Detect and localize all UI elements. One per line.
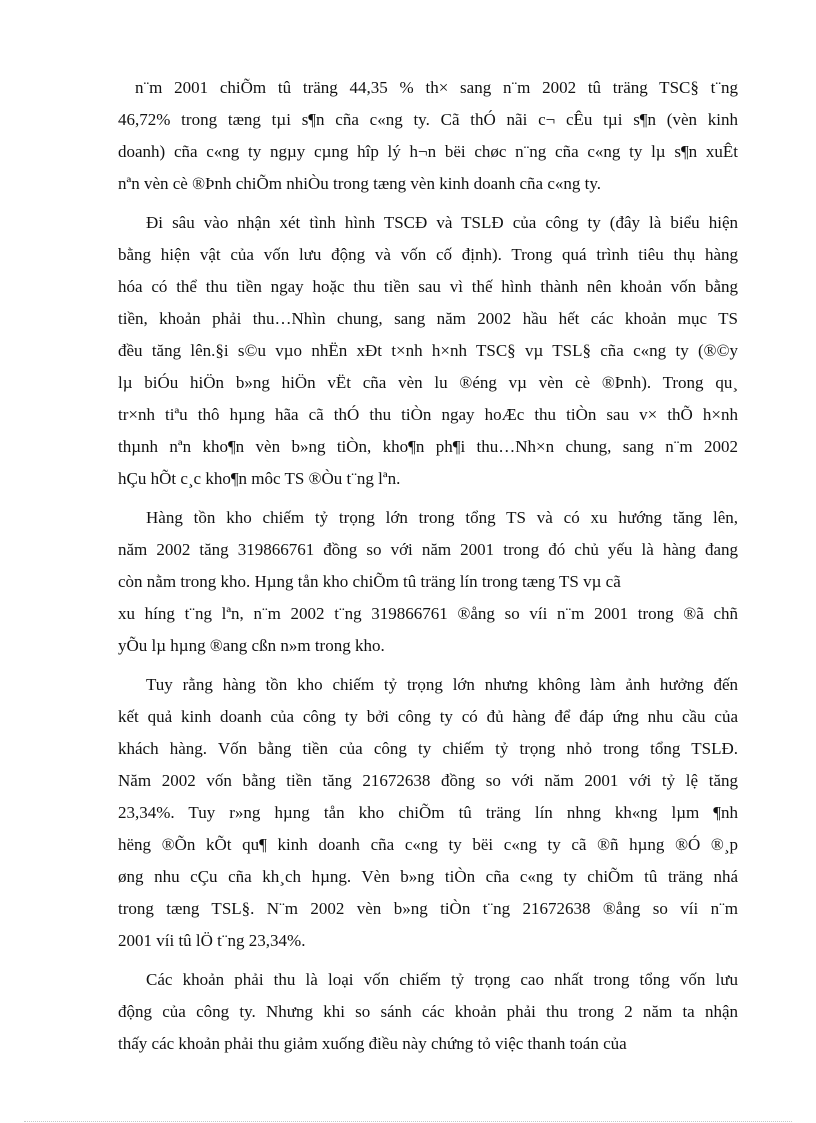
text-line: n¨m 2001 chiÕm tû träng 44,35 % th× sang n¨m 2002 tû träng TSC§ t¨ng [135, 78, 738, 97]
text-line: Tuy rằng hàng tồn kho chiếm tỷ trọng lớn nhưng không làm ảnh hưởng đến [146, 675, 738, 694]
text-line: tr×nh tiªu thô hµng hãa cã thÓ thu tiÒn ngay hoÆc thu tiÒn sau v× thÕ h×nh [118, 405, 738, 424]
text-line: hóa có thể thu tiền ngay hoặc thu tiền sau vì thế hình thành nên khoản vốn bằng [118, 277, 738, 296]
text-line: Hàng tồn kho chiếm tỷ trọng lớn trong tổng TS và có xu hướng tăng lên, [146, 508, 738, 527]
text-line: bằng hiện vật của vốn lưu động và vốn cố định). Trong quá trình tiêu thụ hàng [118, 245, 738, 264]
text-line: øng nhu cÇu cña kh¸ch hµng. Vèn b»ng tiÒn cña c«ng ty chiÕm tû träng nhá [118, 867, 738, 886]
text-line: năm 2002 tăng 319866761 đồng so với năm 2001 trong đó chủ yếu là hàng đang [118, 540, 738, 559]
text-line: doanh) cña c«ng ty ngµy cµng hîp lý h¬n bëi chøc n¨ng cña c«ng ty lµ s¶n xuÊt [118, 142, 738, 161]
text-line: yÕu lµ hµng ®ang cßn n»m trong kho. [118, 636, 385, 655]
text-line: đều tăng lên.§i s©u vµo nhËn xÐt t×nh h×nh TSC§ vµ TSL§ cña c«ng ty (®©y [118, 341, 738, 360]
text-line: lµ biÓu hiÖn b»ng hiÖn vËt cña vèn lu ®éng vµ vèn cè ®Þnh). Trong qu¸ [118, 373, 738, 392]
text-line: 23,34%. Tuy r»ng hµng tån kho chiÕm tû träng lín nhng kh«ng lµm ¶nh [118, 803, 738, 822]
text-line: thấy các khoản phải thu giảm xuống điều này chứng tỏ việc thanh toán của [118, 1034, 627, 1053]
text-line: xu híng t¨ng lªn, n¨m 2002 t¨ng 319866761 ®ång so víi n¨m 2001 trong ®ã chñ [118, 604, 738, 623]
text-line: trong tæng TSL§. N¨m 2002 vèn b»ng tiÒn t¨ng 21672638 ®ång so víi n¨m [118, 899, 738, 918]
text-line: nªn vèn cè ®Þnh chiÕm nhiÒu trong tæng vèn kinh doanh cña c«ng ty. [118, 174, 601, 193]
text-line: 46,72% trong tæng tµi s¶n cña c«ng ty. Cã thÓ nãi c¬ cÊu tµi s¶n (vèn kinh [118, 110, 738, 129]
text-line: Các khoản phải thu là loại vốn chiếm tỷ trọng cao nhất trong tổng vốn lưu [146, 970, 738, 989]
page-bottom-border [24, 1121, 792, 1122]
text-line: Năm 2002 vốn bằng tiền tăng 21672638 đồng so với năm 2001 với tỷ lệ tăng [118, 771, 738, 790]
text-line: hëng ®Õn kÕt qu¶ kinh doanh cña c«ng ty bëi c«ng ty cã ®ñ hµng ®Ó ®¸p [118, 835, 738, 854]
text-line: thµnh nªn kho¶n vèn b»ng tiÒn, kho¶n ph¶i thu…Nh×n chung, sang n¨m 2002 [118, 437, 738, 456]
text-line: 2001 víi tû lÖ t¨ng 23,34%. [118, 931, 306, 950]
text-line: còn nằm trong kho. Hµng tån kho chiÕm tû träng lín trong tæng TS vµ cã [118, 572, 621, 591]
text-line: Đi sâu vào nhận xét tình hình TSCĐ và TSLĐ của công ty (đây là biểu hiện [146, 213, 738, 232]
text-line: khách hàng. Vốn bằng tiền của công ty chiếm tỷ trọng nhỏ trong tổng TSLĐ. [118, 739, 738, 758]
text-line: hÇu hÕt c¸c kho¶n môc TS ®Òu t¨ng lªn. [118, 469, 401, 488]
text-line: tiền, khoản phải thu…Nhìn chung, sang năm 2002 hầu hết các khoản mục TS [118, 309, 738, 328]
text-line: kết quả kinh doanh của công ty bởi công ty có đủ hàng để đáp ứng nhu cầu của [118, 707, 738, 726]
text-line: động của công ty. Nhưng khi so sánh các khoản phải thu trong 2 năm ta nhận [118, 1002, 738, 1021]
